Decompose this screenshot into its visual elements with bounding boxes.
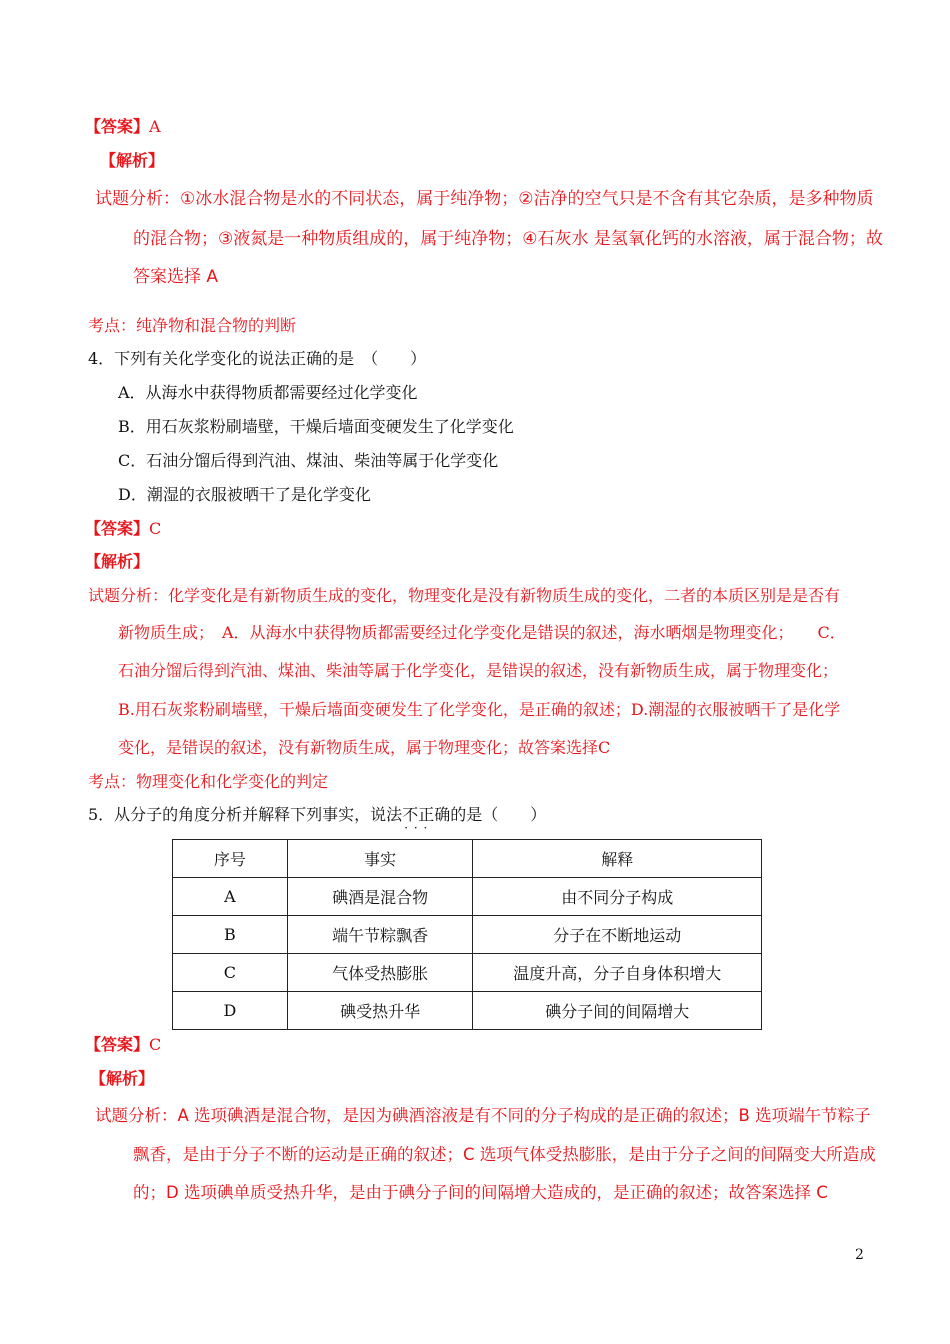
q4-stem: 4．下列有关化学变化的说法正确的是 （ ） xyxy=(88,349,427,368)
table-header: 解释 xyxy=(473,840,762,878)
table-cell: 碘受热升华 xyxy=(287,992,473,1030)
q4-option-d: D．潮湿的衣服被晒干了是化学变化 xyxy=(118,485,371,504)
table-cell: 温度升高，分子自身体积增大 xyxy=(473,954,762,992)
table-cell: 碘分子间的间隔增大 xyxy=(473,992,762,1030)
page-number: 2 xyxy=(855,1247,864,1263)
table-cell: 由不同分子构成 xyxy=(473,878,762,916)
q4-option-b: B．用石灰浆粉刷墙壁，干燥后墙面变硬发生了化学变化 xyxy=(118,417,514,436)
table-cell: 端午节粽飘香 xyxy=(287,916,473,954)
answer-label: 【答案】 xyxy=(85,519,150,538)
q3-analysis-line-3: 答案选择 A xyxy=(133,267,219,287)
table-cell: B xyxy=(173,916,288,954)
table-cell: C xyxy=(173,954,288,992)
q5-analysis-line-2: 飘香，是由于分子不断的运动是正确的叙述；C 选项气体受热膨胀，是由于分子之间的间隔变大所造成 xyxy=(133,1145,876,1164)
q5-stem-after: 的是（ ） xyxy=(450,805,547,824)
table-row xyxy=(173,916,762,954)
answer-value: A xyxy=(149,117,161,136)
table-cell: A xyxy=(173,878,288,916)
q4-answer xyxy=(85,518,161,540)
answer-label: 【答案】 xyxy=(85,117,150,136)
q3-topic: 考点：纯净物和混合物的判断 xyxy=(88,316,297,335)
answer-value: C xyxy=(149,1035,162,1054)
q4-topic: 考点：物理变化和化学变化的判定 xyxy=(88,772,329,791)
facts-table xyxy=(172,839,762,1030)
q5-analysis-line-1: 试题分析：A 选项碘酒是混合物，是因为碘酒溶液是有不同的分子构成的是正确的叙述；B 选项端午节粽子 xyxy=(95,1106,871,1125)
q5-answer xyxy=(85,1034,161,1056)
q4-analysis-label: 【解析】 xyxy=(85,552,150,571)
q4-analysis-line-3: 石油分馏后得到汽油、煤油、柴油等属于化学变化，是错误的叙述，没有新物质生成，属于物理变化； xyxy=(118,661,839,680)
q5-stem-before: 5．从分子的角度分析并解释下列事实，说法 xyxy=(88,805,403,824)
q5-analysis-line-3: 的；D 选项碘单质受热升华，是由于碘分子间的间隔增大造成的，是正确的叙述；故答案选择 C xyxy=(133,1183,828,1202)
table-row xyxy=(173,992,762,1030)
q5-analysis-label: 【解析】 xyxy=(90,1069,155,1088)
table-header: 序号 xyxy=(173,840,288,878)
table-cell: D xyxy=(173,992,288,1030)
q3-analysis-label: 【解析】 xyxy=(100,151,165,170)
q4-analysis-line-2: 新物质生成； A．从海水中获得物质都需要经过化学变化是错误的叙述，海水晒烟是物理变化； C． xyxy=(118,623,846,642)
answer-label: 【答案】 xyxy=(85,1035,150,1054)
table-row xyxy=(173,878,762,916)
q3-answer xyxy=(85,116,161,138)
table-cell: 分子在不断地运动 xyxy=(473,916,762,954)
table-row xyxy=(173,954,762,992)
q3-analysis-line-1: 试题分析：①冰水混合物是水的不同状态，属于纯净物；②洁净的空气只是不含有其它杂质，是多种物质 xyxy=(95,189,874,209)
q5-stem xyxy=(88,804,546,826)
table-cell: 碘酒是混合物 xyxy=(287,878,473,916)
answer-value: C xyxy=(149,519,162,538)
q3-analysis-line-2: 的混合物；③液氮是一种物质组成的，属于纯净物；④石灰水 是氢氧化钙的水溶液，属于混合物；故 xyxy=(133,229,883,249)
q4-option-c: C．石油分馏后得到汽油、煤油、柴油等属于化学变化 xyxy=(118,451,499,470)
table-cell: 气体受热膨胀 xyxy=(287,954,473,992)
table-header: 事实 xyxy=(287,840,473,878)
q4-option-a: A．从海水中获得物质都需要经过化学变化 xyxy=(118,383,418,402)
table-header-row xyxy=(173,840,762,878)
q5-stem-emphasis: 不正确 · · · xyxy=(402,805,450,824)
q4-analysis-line-5: 变化，是错误的叙述，没有新物质生成，属于物理变化；故答案选择C xyxy=(118,738,611,757)
q4-analysis-line-4: B.用石灰浆粉刷墙壁，干燥后墙面变硬发生了化学变化，是正确的叙述；D.潮湿的衣服被晒干了是化学 xyxy=(118,700,841,719)
q4-analysis-line-1: 试题分析：化学变化是有新物质生成的变化，物理变化是没有新物质生成的变化，二者的本质区别是是否有 xyxy=(88,586,841,605)
